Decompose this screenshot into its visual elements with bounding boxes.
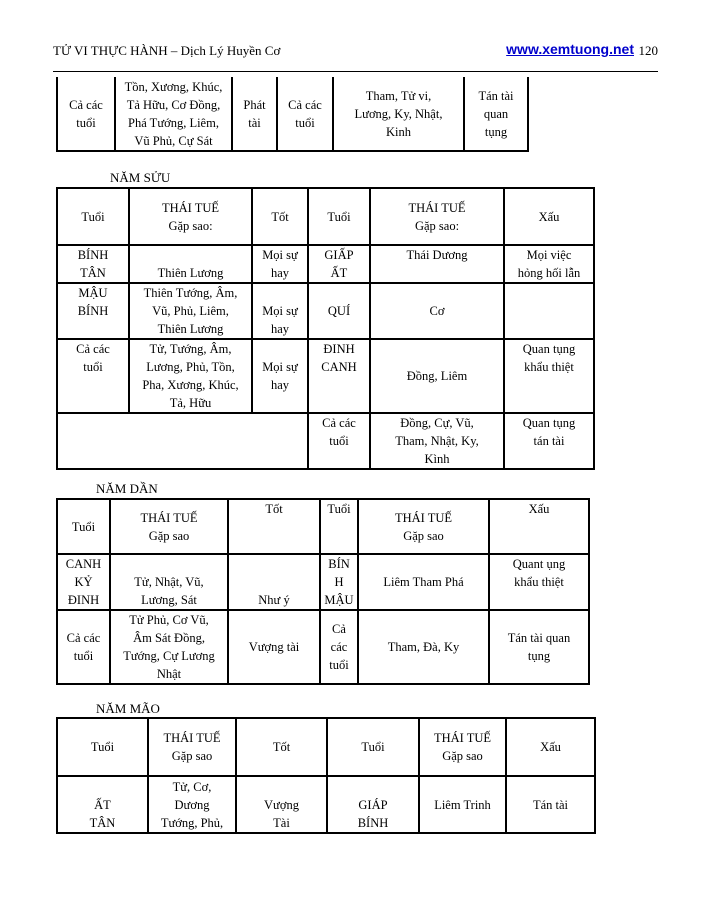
table-row xyxy=(57,413,594,469)
header-rule xyxy=(53,71,658,72)
cell: Tán tài xyxy=(506,776,595,833)
document-title: TỬ VI THỰC HÀNH – Dịch Lý Huyền Cơ xyxy=(53,43,281,58)
table-mao xyxy=(56,717,596,834)
cell: Như ý xyxy=(228,554,320,610)
header-cell: THÁI TUẾ Gặp sao xyxy=(110,499,228,554)
header-cell: THÁI TUẾ Gặp sao xyxy=(358,499,489,554)
cell: Tử, Cơ, Dương Tướng, Phủ, xyxy=(148,776,236,833)
header-cell: THÁI TUẾ Gặp sao xyxy=(419,718,506,776)
header-cell: Tuổi xyxy=(57,188,129,245)
header-cell: THÁI TUẾ Gặp sao xyxy=(148,718,236,776)
cell: GIẤP ẤT xyxy=(308,245,370,283)
cell: Liêm Tham Phá xyxy=(358,554,489,610)
cell: Thái Dương xyxy=(370,245,504,283)
table-row xyxy=(57,554,589,610)
cell: Cả các tuổi xyxy=(320,610,358,684)
header-cell: THÁI TUẾ Gặp sao: xyxy=(129,188,252,245)
cell: Cả các tuổi xyxy=(57,339,129,413)
header-cell: Xấu xyxy=(489,499,589,554)
cell: Tán tài quan tụng xyxy=(489,610,589,684)
cell: Quan tụng khẩu thiệt xyxy=(504,339,594,413)
table-header-row xyxy=(57,718,595,776)
cell: CANH KỶ ĐINH xyxy=(57,554,110,610)
table-header-row xyxy=(57,188,594,245)
cell: Vượng tài xyxy=(228,610,320,684)
header-cell: Tuổi xyxy=(327,718,419,776)
cell: Mọi sự hay xyxy=(252,339,308,413)
empty-cell xyxy=(57,413,308,469)
cell: Liêm Trinh xyxy=(419,776,506,833)
table-dan xyxy=(56,498,590,685)
cell: Quant ụng khẩu thiệt xyxy=(489,554,589,610)
cell: Phát tài xyxy=(232,77,277,151)
header-cell: Xấu xyxy=(504,188,594,245)
cell: Mọi sự hay xyxy=(252,283,308,339)
cell: GIÁP BÍNH xyxy=(327,776,419,833)
table-row xyxy=(57,339,594,413)
cell: Tử, Nhật, Vũ, Lương, Sát xyxy=(110,554,228,610)
cell: BÍN H MẬU xyxy=(320,554,358,610)
header-cell: Tuổi xyxy=(320,499,358,554)
cell: BÍNH TÂN xyxy=(57,245,129,283)
cell: Đồng, Cự, Vũ, Tham, Nhật, Ky, Kình xyxy=(370,413,504,469)
page-header xyxy=(53,41,658,63)
table-row xyxy=(57,776,595,833)
cell: Thiên Tướng, Âm, Vũ, Phủ, Liêm, Thiên Lương xyxy=(129,283,252,339)
table-suu xyxy=(56,187,595,470)
cell: Tán tài quan tụng xyxy=(464,77,528,151)
cell xyxy=(504,283,594,339)
table-row xyxy=(57,283,594,339)
cell: ẤT TÂN xyxy=(57,776,148,833)
cell: Mọi sự hay xyxy=(252,245,308,283)
header-cell: Tuổi xyxy=(308,188,370,245)
section-title-suu: NĂM SỬU xyxy=(110,170,171,185)
header-cell: Tốt xyxy=(252,188,308,245)
header-cell: THÁI TUẾ Gặp sao: xyxy=(370,188,504,245)
cell: Quan tụng tán tài xyxy=(504,413,594,469)
header-cell: Tuổi xyxy=(57,718,148,776)
cell: Tham, Tử vi, Lương, Ky, Nhật, Kinh xyxy=(333,77,464,151)
table-row xyxy=(57,245,594,283)
cell: Cơ xyxy=(370,283,504,339)
header-cell: Tuổi xyxy=(57,499,110,554)
cell: Tử, Tướng, Âm, Lương, Phủ, Tồn, Pha, Xương, Khúc, Tả, Hữu xyxy=(129,339,252,413)
cell: Cả các tuổi xyxy=(57,610,110,684)
table-row xyxy=(57,610,589,684)
cell: QUÍ xyxy=(308,283,370,339)
header-cell: Tốt xyxy=(236,718,327,776)
cell: Cả các tuổi xyxy=(308,413,370,469)
section-title-mao: NĂM MÃO xyxy=(96,701,160,716)
header-cell: Xấu xyxy=(506,718,595,776)
cell: MẬU BÍNH xyxy=(57,283,129,339)
cell: ĐINH CANH xyxy=(308,339,370,413)
website-link[interactable]: www.xemtuong.net xyxy=(506,41,634,57)
cell: Đồng, Liêm xyxy=(370,339,504,413)
cell: Cả các tuổi xyxy=(57,77,115,151)
page-number: 120 xyxy=(638,43,658,58)
cell: Tử Phủ, Cơ Vũ, Âm Sát Đồng, Tướng, Cự Lương Nhật xyxy=(110,610,228,684)
cell: Mọi việc hỏng hối lẫn xyxy=(504,245,594,283)
header-cell: Tốt xyxy=(228,499,320,554)
cell: Cả các tuổi xyxy=(277,77,333,151)
continuation-table xyxy=(56,77,529,152)
section-title-dan: NĂM DẦN xyxy=(96,481,158,496)
table-header-row xyxy=(57,499,589,554)
cell: Vượng Tài xyxy=(236,776,327,833)
cell: Tham, Đà, Ky xyxy=(358,610,489,684)
cell: Tồn, Xương, Khúc, Tả Hữu, Cơ Đồng, Phá Tướng, Liêm, Vũ Phủ, Cự Sát xyxy=(115,77,232,151)
cell: Thiên Lương xyxy=(129,245,252,283)
